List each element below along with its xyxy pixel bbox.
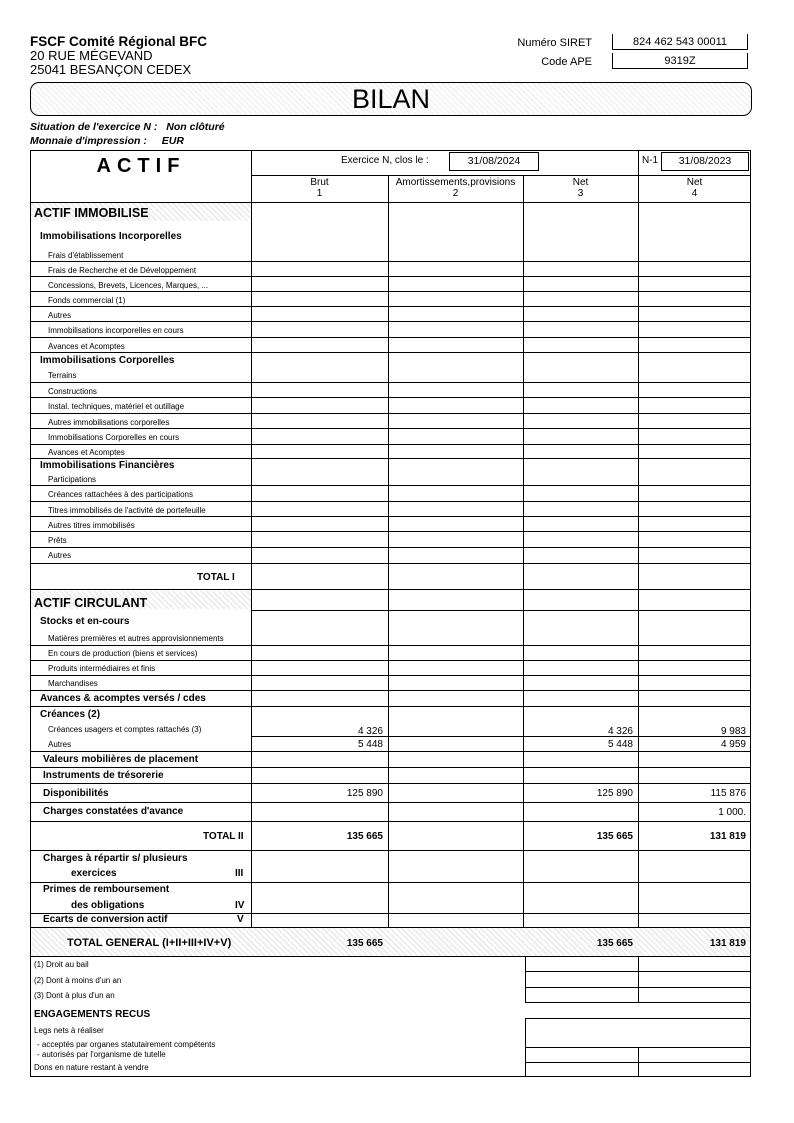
note-plus-un-an: (3) Dont à plus d'un an [34, 991, 115, 1000]
row-label: Participations [48, 475, 97, 484]
value-cell: 135 665 [596, 831, 633, 842]
monnaie-line [30, 135, 184, 147]
row-label: Marchandises [48, 679, 98, 688]
engagements-heading: ENGAGEMENTS RECUS [34, 1009, 151, 1020]
value-cell: 5 448 [357, 739, 383, 750]
value-cell: 131 819 [709, 831, 746, 842]
org-street: 20 RUE MÉGEVAND [30, 48, 153, 63]
row-label: Fonds commercial (1) [48, 296, 126, 305]
situation-line [30, 121, 225, 133]
legs-label: Legs nets à réaliser [34, 1026, 104, 1035]
row-primes: Primes de remboursement [43, 884, 170, 895]
section-actif-immobilise: ACTIF IMMOBILISE [34, 206, 149, 220]
row-label: Produits intermédiaires et finis [48, 664, 156, 673]
bilan-actif-table [30, 150, 751, 957]
row-label: Concessions, Brevets, Licences, Marques, ... [48, 281, 209, 290]
situation-label: Situation de l'exercice N : [30, 121, 158, 133]
col-net-header: Net 3 [572, 177, 589, 199]
col-amort-header: Amortissements,provisions 2 [395, 177, 516, 199]
row-label: Avances et Acomptes [48, 448, 125, 457]
row-label: Prêts [48, 536, 67, 545]
group-corporelles: Immobilisations Corporelles [40, 355, 175, 366]
page-title: BILAN [351, 84, 431, 114]
col-brut-header: Brut 1 [310, 177, 329, 199]
value-cell: 5 448 [607, 739, 633, 750]
value-cell: 4 326 [607, 726, 633, 737]
group-incorporelles: Immobilisations Incorporelles [40, 231, 182, 242]
siret-label: Numéro SIRET [517, 37, 592, 49]
title-banner [30, 82, 752, 116]
row-label: Frais d'établissement [48, 251, 124, 260]
legs-autorises: - autorisés par l'organisme de tutelle [37, 1050, 166, 1059]
value-cell: 131 819 [709, 938, 746, 949]
row-label: Immobilisations Corporelles en cours [48, 433, 180, 442]
note-droit-bail: (1) Droit au bail [34, 960, 89, 969]
row-label: En cours de production (biens et services) [48, 649, 198, 658]
value-cell: 4 959 [720, 739, 746, 750]
value-cell: 125 890 [596, 788, 633, 799]
exercice-label: Exercice N, clos le : [341, 155, 429, 166]
row-label: Frais de Recherche et de Développement [48, 266, 197, 275]
n1-label: N-1 [642, 155, 659, 166]
row-label: Immobilisations incorporelles en cours [48, 326, 184, 335]
value-cell: 135 665 [346, 831, 383, 842]
total-1-label: TOTAL I [197, 572, 235, 583]
ape-label: Code APE [541, 56, 592, 68]
situation-value: Non clôturé [166, 121, 225, 133]
row-label: Autres [48, 551, 72, 560]
exercice-date: 31/08/2024 [449, 152, 539, 171]
value-cell: 135 665 [596, 938, 633, 949]
row-label: Matières premières et autres approvisionnements [48, 634, 224, 643]
n1-date: 31/08/2023 [661, 152, 749, 171]
monnaie-value: EUR [161, 135, 184, 147]
value-cell: 1 000. [718, 807, 746, 818]
row-label: Titres immobilisés de l'activité de portefeuille [48, 506, 206, 515]
dons-nature: Dons en nature restant à vendre [34, 1063, 149, 1072]
total-2-label: TOTAL II [203, 831, 244, 842]
legs-acceptes: - acceptés par organes statutairement compétents [37, 1040, 216, 1049]
org-city: 25041 BESANÇON CEDEX [30, 62, 192, 77]
row-vmp: Valeurs mobilières de placement [43, 754, 199, 765]
row-label: Créances usagers et comptes rattachés (3) [48, 725, 202, 734]
row-instruments: Instruments de trésorerie [43, 770, 164, 781]
row-charges-constatees: Charges constatées d'avance [43, 806, 184, 817]
row-label: Terrains [48, 371, 77, 380]
row-label: Instal. techniques, matériel et outillage [48, 402, 185, 411]
roman-v: V [237, 914, 244, 925]
roman-iv: IV [235, 900, 245, 911]
value-cell: 135 665 [346, 938, 383, 949]
row-charges-repartir-2: exercices [71, 868, 117, 879]
org-name: FSCF Comité Régional BFC [30, 34, 208, 49]
ape-value: 9319Z [612, 53, 748, 69]
row-label: Autres [48, 740, 72, 749]
row-primes-2: des obligations [71, 900, 145, 911]
footer-block [30, 956, 751, 1077]
monnaie-label: Monnaie d'impression : [30, 135, 147, 147]
row-label: Constructions [48, 387, 97, 396]
row-charges-repartir: Charges à répartir s/ plusieurs [43, 853, 188, 864]
note-moins-un-an: (2) Dont à moins d'un an [34, 976, 122, 985]
roman-iii: III [235, 868, 244, 879]
row-ecarts: Ecarts de conversion actif [43, 914, 168, 925]
siret-value: 824 462 543 00011 [612, 34, 748, 50]
organization-block [30, 35, 207, 77]
row-disponibilites: Disponibilités [43, 788, 109, 799]
value-cell: 4 326 [357, 726, 383, 737]
value-cell: 125 890 [346, 788, 383, 799]
row-label: Autres immobilisations corporelles [48, 418, 170, 427]
value-cell: 115 876 [710, 788, 746, 799]
total-general-label: TOTAL GENERAL (I+II+III+IV+V) [67, 937, 232, 949]
group-financieres: Immobilisations Financières [40, 460, 175, 471]
row-label: Avances et Acomptes [48, 342, 125, 351]
row-avances-cdes: Avances & acomptes versés / cdes [40, 693, 206, 704]
actif-heading: ACTIF [96, 155, 186, 177]
row-label: Autres [48, 311, 72, 320]
row-label: Autres titres immobilisés [48, 521, 135, 530]
group-stocks: Stocks et en-cours [40, 616, 130, 627]
col-n1-header: Net 4 [686, 177, 703, 199]
row-label: Créances rattachées à des participations [48, 490, 193, 499]
section-actif-circulant: ACTIF CIRCULANT [34, 596, 148, 610]
group-creances: Créances (2) [40, 709, 101, 720]
value-cell: 9 983 [720, 726, 746, 737]
